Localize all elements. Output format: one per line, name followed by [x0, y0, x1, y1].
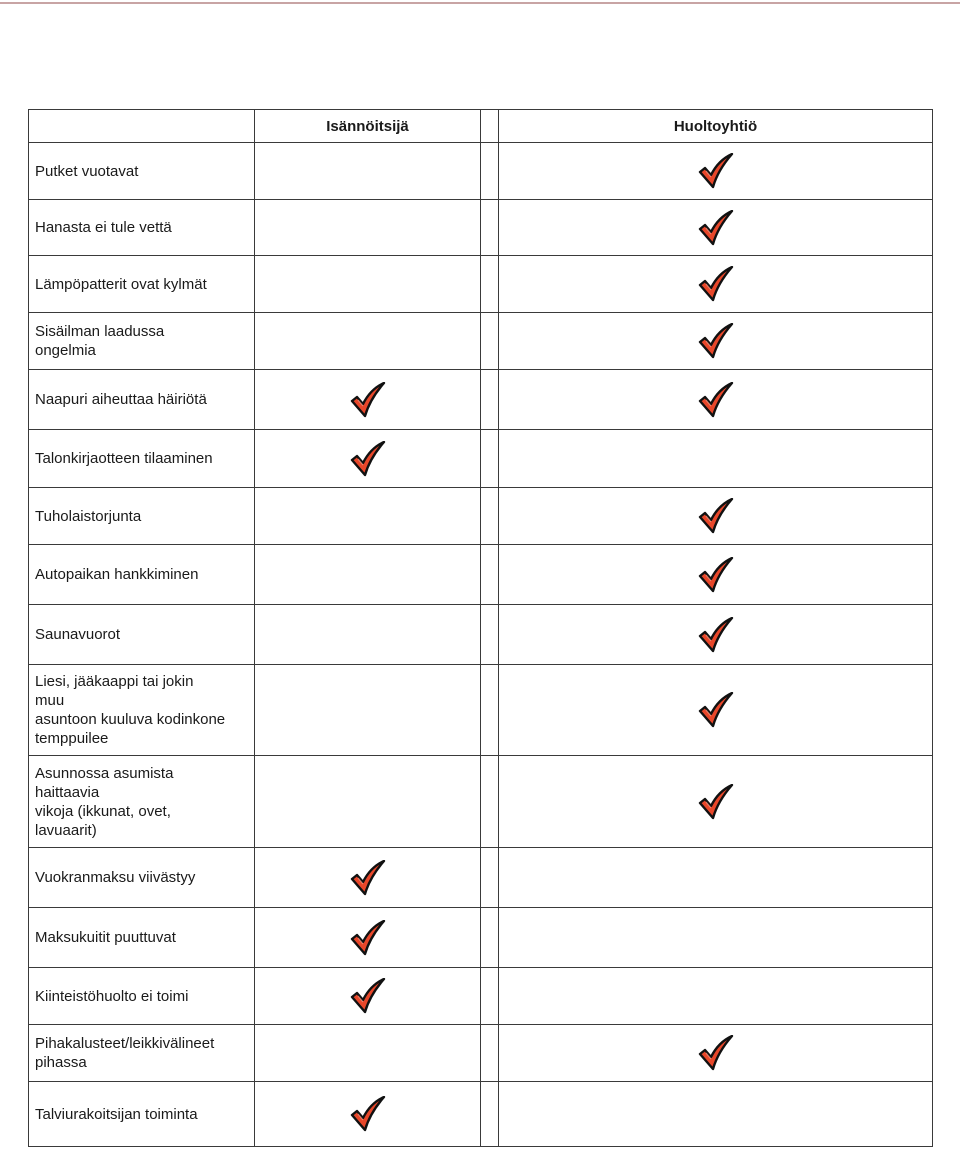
table-row [29, 370, 933, 430]
checkmark-icon [697, 692, 735, 728]
spacer-cell [481, 756, 499, 848]
header-spacer-cell [481, 110, 499, 143]
huoltoyhtio-cell [499, 430, 933, 488]
checkmark-icon [349, 920, 387, 956]
table-row [29, 200, 933, 256]
row-label: Talviurakoitsijan toiminta [29, 1082, 255, 1147]
checkmark-icon [697, 498, 735, 534]
isannoitsija-cell [255, 143, 481, 200]
isannoitsija-cell [255, 605, 481, 665]
checkmark-icon [697, 557, 735, 593]
table-row [29, 1082, 933, 1147]
checkmark-icon [349, 978, 387, 1014]
responsibility-table [28, 109, 933, 1147]
row-label: Asunnossa asumista haittaavia vikoja (ikkunat, ovet, lavuaarit) [29, 756, 255, 848]
spacer-cell [481, 908, 499, 968]
row-label: Autopaikan hankkiminen [29, 545, 255, 605]
checkmark-icon [697, 382, 735, 418]
table-row [29, 968, 933, 1025]
isannoitsija-cell [255, 430, 481, 488]
row-label: Saunavuorot [29, 605, 255, 665]
isannoitsija-cell [255, 1082, 481, 1147]
table-row [29, 143, 933, 200]
isannoitsija-cell [255, 665, 481, 756]
spacer-cell [481, 256, 499, 313]
table-row [29, 848, 933, 908]
row-label: Hanasta ei tule vettä [29, 200, 255, 256]
table-row [29, 908, 933, 968]
huoltoyhtio-cell [499, 756, 933, 848]
isannoitsija-cell [255, 908, 481, 968]
spacer-cell [481, 313, 499, 370]
spacer-cell [481, 968, 499, 1025]
spacer-cell [481, 1025, 499, 1082]
huoltoyhtio-cell [499, 908, 933, 968]
header-isannoitsija: Isännöitsijä [255, 110, 481, 143]
huoltoyhtio-cell [499, 143, 933, 200]
isannoitsija-cell [255, 968, 481, 1025]
checkmark-icon [349, 441, 387, 477]
row-label: Liesi, jääkaappi tai jokin muu asuntoon kuuluva kodinkone temppuilee [29, 665, 255, 756]
checkmark-icon [697, 153, 735, 189]
huoltoyhtio-cell [499, 370, 933, 430]
huoltoyhtio-cell [499, 488, 933, 545]
spacer-cell [481, 545, 499, 605]
spacer-cell [481, 848, 499, 908]
checkmark-icon [697, 784, 735, 820]
table-row [29, 545, 933, 605]
checkmark-icon [697, 1035, 735, 1071]
row-label: Pihakalusteet/leikkivälineet pihassa [29, 1025, 255, 1082]
checkmark-icon [697, 266, 735, 302]
huoltoyhtio-cell [499, 605, 933, 665]
top-rule [0, 2, 960, 4]
header-empty-cell [29, 110, 255, 143]
huoltoyhtio-cell [499, 313, 933, 370]
row-label: Putket vuotavat [29, 143, 255, 200]
table-row [29, 665, 933, 756]
spacer-cell [481, 370, 499, 430]
row-label: Maksukuitit puuttuvat [29, 908, 255, 968]
isannoitsija-cell [255, 488, 481, 545]
huoltoyhtio-cell [499, 200, 933, 256]
checkmark-icon [349, 860, 387, 896]
huoltoyhtio-cell [499, 256, 933, 313]
huoltoyhtio-cell [499, 848, 933, 908]
header-huoltoyhtio: Huoltoyhtiö [499, 110, 933, 143]
checkmark-icon [697, 617, 735, 653]
checkmark-icon [349, 1096, 387, 1132]
table-row [29, 313, 933, 370]
checkmark-icon [697, 323, 735, 359]
spacer-cell [481, 200, 499, 256]
isannoitsija-cell [255, 545, 481, 605]
isannoitsija-cell [255, 370, 481, 430]
spacer-cell [481, 1082, 499, 1147]
isannoitsija-cell [255, 848, 481, 908]
row-label: Tuholaistorjunta [29, 488, 255, 545]
table-row [29, 488, 933, 545]
row-label: Talonkirjaotteen tilaaminen [29, 430, 255, 488]
row-label: Kiinteistöhuolto ei toimi [29, 968, 255, 1025]
huoltoyhtio-cell [499, 665, 933, 756]
table-header-row [29, 110, 933, 143]
row-label: Lämpöpatterit ovat kylmät [29, 256, 255, 313]
isannoitsija-cell [255, 313, 481, 370]
row-label: Vuokranmaksu viivästyy [29, 848, 255, 908]
checkmark-icon [697, 210, 735, 246]
huoltoyhtio-cell [499, 545, 933, 605]
row-label: Naapuri aiheuttaa häiriötä [29, 370, 255, 430]
spacer-cell [481, 605, 499, 665]
table-row [29, 605, 933, 665]
checkmark-icon [349, 382, 387, 418]
table-row [29, 256, 933, 313]
spacer-cell [481, 430, 499, 488]
isannoitsija-cell [255, 256, 481, 313]
isannoitsija-cell [255, 200, 481, 256]
isannoitsija-cell [255, 756, 481, 848]
huoltoyhtio-cell [499, 1082, 933, 1147]
huoltoyhtio-cell [499, 1025, 933, 1082]
isannoitsija-cell [255, 1025, 481, 1082]
huoltoyhtio-cell [499, 968, 933, 1025]
row-label: Sisäilman laadussa ongelmia [29, 313, 255, 370]
table-row [29, 756, 933, 848]
table-row [29, 1025, 933, 1082]
table-row [29, 430, 933, 488]
spacer-cell [481, 488, 499, 545]
spacer-cell [481, 665, 499, 756]
spacer-cell [481, 143, 499, 200]
